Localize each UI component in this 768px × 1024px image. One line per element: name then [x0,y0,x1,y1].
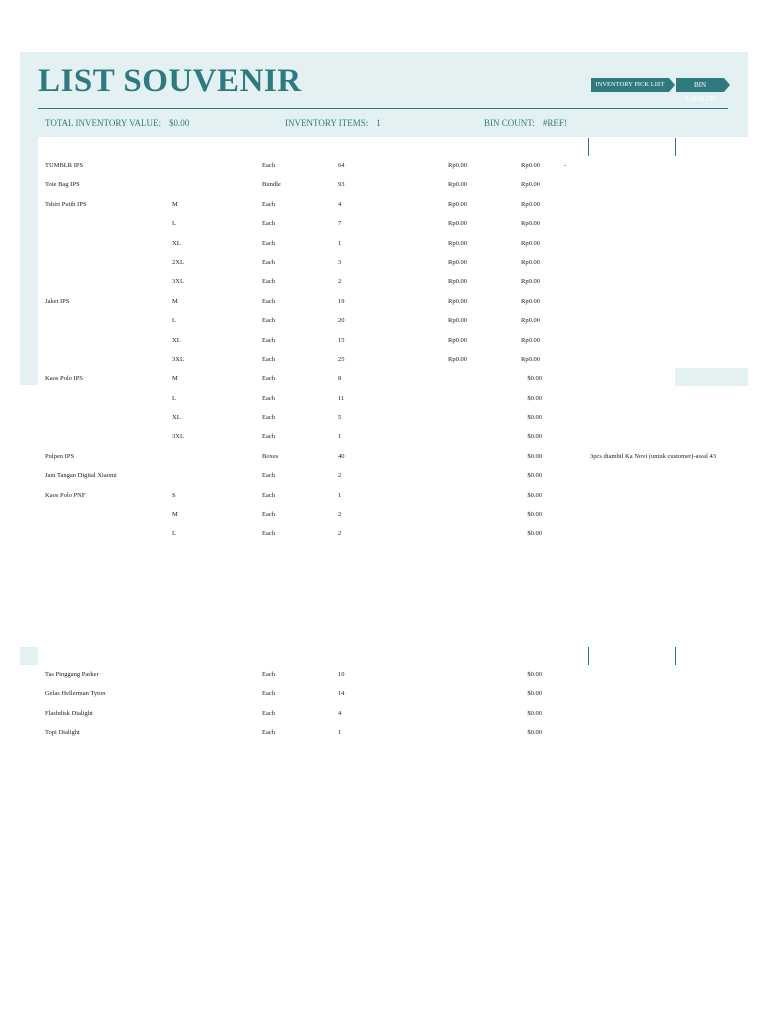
item-unit: Bundle [262,181,281,189]
table-row [20,253,748,272]
bin-lookup-button[interactable]: BIN LOOKUP [676,78,724,92]
item-name: Pulpen IPS [45,452,75,460]
item-value: $0.00 [527,375,542,383]
item-size: S [172,491,176,499]
table-row [20,524,748,543]
item-quantity: 11 [338,394,345,402]
item-value: $0.00 [527,491,542,499]
item-cost: Rp0.00 [448,336,467,344]
table-row [20,723,748,742]
item-unit: Each [262,375,275,383]
bin-count-value: #REF! [542,118,567,128]
row-stripe-left [20,647,38,665]
item-cost: Rp0.00 [448,355,467,363]
item-value: $0.00 [527,690,542,698]
item-value: Rp0.00 [521,181,540,189]
item-value: Rp0.00 [521,258,540,266]
item-value: $0.00 [527,472,542,480]
item-size: XL [172,414,181,422]
item-unit: Each [262,394,275,402]
table-row [20,311,748,330]
item-quantity: 2 [338,278,342,286]
item-size: XL [172,336,181,344]
item-cost: Rp0.00 [448,220,467,228]
inventory-sheet [20,52,748,772]
item-value: $0.00 [527,729,542,737]
item-cost: Rp0.00 [448,162,467,169]
inventory-table-b [20,665,748,743]
total-inventory-label: TOTAL INVENTORY VALUE: [45,118,161,128]
item-value: $0.00 [527,671,542,678]
item-unit: Each [262,278,275,286]
item-name: Kaos Polo IPS [45,375,83,383]
inventory-table-a [20,156,748,544]
inventory-items-amount: 1 [376,118,381,128]
table-row [20,665,748,684]
table-row [20,156,748,175]
item-quantity: 1 [338,491,342,499]
item-unit: Each [262,729,275,737]
table-row [20,234,748,253]
item-unit: Boxes [262,452,279,460]
inventory-items-count [285,118,381,128]
table-row [20,408,748,427]
item-unit: Each [262,433,275,441]
item-quantity: 93 [338,181,345,189]
column-divider [675,138,676,156]
item-quantity: 19 [338,297,345,305]
item-size: 2XL [172,258,184,266]
table-row [20,350,748,369]
item-cost: Rp0.00 [448,297,467,305]
item-value: Rp0.00 [521,220,540,228]
inventory-pick-list-button[interactable]: INVENTORY PICK LIST [591,78,669,92]
item-note: 3pcs diambil Ka Novi (untuk customer)-awal 43 [590,452,716,460]
table-row [20,292,748,311]
item-size: M [172,200,178,208]
item-name: Kaos Polo PNF [45,491,86,499]
item-quantity: 2 [338,511,342,519]
item-unit: Each [262,220,275,228]
item-unit: Each [262,258,275,266]
table-row [20,369,748,388]
item-quantity: 14 [338,690,345,698]
item-unit: Each [262,472,275,480]
bin-count [484,118,567,128]
item-unit: Each [262,491,275,499]
item-flag: - [564,162,567,169]
item-value: Rp0.00 [521,162,540,169]
table-row [20,272,748,291]
item-size: M [172,297,178,305]
item-value: Rp0.00 [521,317,540,325]
inventory-items-label: INVENTORY ITEMS: [285,118,369,128]
item-unit: Each [262,511,275,519]
item-value: $0.00 [527,530,542,538]
item-quantity: 20 [338,317,345,325]
item-value: Rp0.00 [521,239,540,247]
item-size: L [172,530,176,538]
item-name: Flashdisk Dialight [45,709,93,717]
bin-count-label: BIN COUNT: [484,118,535,128]
item-quantity: 7 [338,220,342,228]
item-cost: Rp0.00 [448,239,467,247]
item-unit: Each [262,200,275,208]
item-unit: Each [262,297,275,305]
item-size: L [172,220,176,228]
item-size: M [172,511,178,519]
item-value: Rp0.00 [521,355,540,363]
item-size: M [172,375,178,383]
item-quantity: 25 [338,355,345,363]
item-size: 3XL [172,433,184,441]
table-row [20,175,748,194]
item-unit: Each [262,671,275,678]
item-cost: Rp0.00 [448,278,467,286]
item-unit: Each [262,162,275,169]
item-unit: Each [262,709,275,717]
column-divider [588,647,589,665]
table-row [20,195,748,214]
total-inventory-amount: $0.00 [168,118,190,128]
item-name: TUMBLR IPS [45,162,84,169]
item-unit: Each [262,530,275,538]
table-row [20,427,748,446]
table-row [20,331,748,350]
title-divider [38,108,728,109]
item-quantity: 2 [338,530,342,538]
item-name: Tas Pinggang Parker [45,671,99,678]
item-cost: Rp0.00 [448,181,467,189]
item-size: XL [172,239,181,247]
header-band [20,52,748,137]
item-size: L [172,317,176,325]
item-value: $0.00 [527,709,542,717]
table-row [20,486,748,505]
item-quantity: 1 [338,729,342,737]
column-divider [588,138,589,156]
item-unit: Each [262,414,275,422]
item-unit: Each [262,690,275,698]
item-quantity: 4 [338,200,342,208]
item-name: Gelas Hellerman Tyton [45,690,106,698]
item-value: Rp0.00 [521,336,540,344]
table-row [20,505,748,524]
item-quantity: 15 [338,336,345,344]
item-name: Jam Tangan Digital Xiaomi [45,472,117,480]
table-row [20,704,748,723]
item-quantity: 4 [338,709,342,717]
table-row [20,466,748,485]
item-unit: Each [262,336,275,344]
item-cost: Rp0.00 [448,258,467,266]
item-quantity: 10 [338,671,345,678]
item-unit: Each [262,317,275,325]
item-quantity: 8 [338,375,342,383]
item-value: $0.00 [527,414,542,422]
table-row [20,389,748,408]
item-name: Tote Bag IPS [45,181,80,189]
item-unit: Each [262,355,275,363]
item-name: Jaket IPS [45,297,70,305]
item-quantity: 5 [338,414,342,422]
item-value: $0.00 [527,394,542,402]
item-value: $0.00 [527,433,542,441]
item-size: 3XL [172,278,184,286]
item-cost: Rp0.00 [448,317,467,325]
item-size: 3XL [172,355,184,363]
item-quantity: 64 [338,162,345,169]
table-row [20,684,748,703]
item-quantity: 2 [338,472,342,480]
item-quantity: 1 [338,239,342,247]
item-name: Tshirt Putih IPS [45,200,87,208]
page-title: LIST SOUVENIR [38,63,302,99]
item-size: L [172,394,176,402]
item-quantity: 40 [338,452,345,460]
total-inventory-value [45,118,189,128]
item-value: $0.00 [527,452,542,460]
item-name: Topi Dialight [45,729,80,737]
item-value: Rp0.00 [521,278,540,286]
table-row [20,447,748,466]
item-value: Rp0.00 [521,297,540,305]
column-divider [675,647,676,665]
item-value: $0.00 [527,511,542,519]
item-unit: Each [262,239,275,247]
item-quantity: 3 [338,258,342,266]
item-value: Rp0.00 [521,200,540,208]
item-quantity: 1 [338,433,342,441]
table-row [20,214,748,233]
item-cost: Rp0.00 [448,200,467,208]
